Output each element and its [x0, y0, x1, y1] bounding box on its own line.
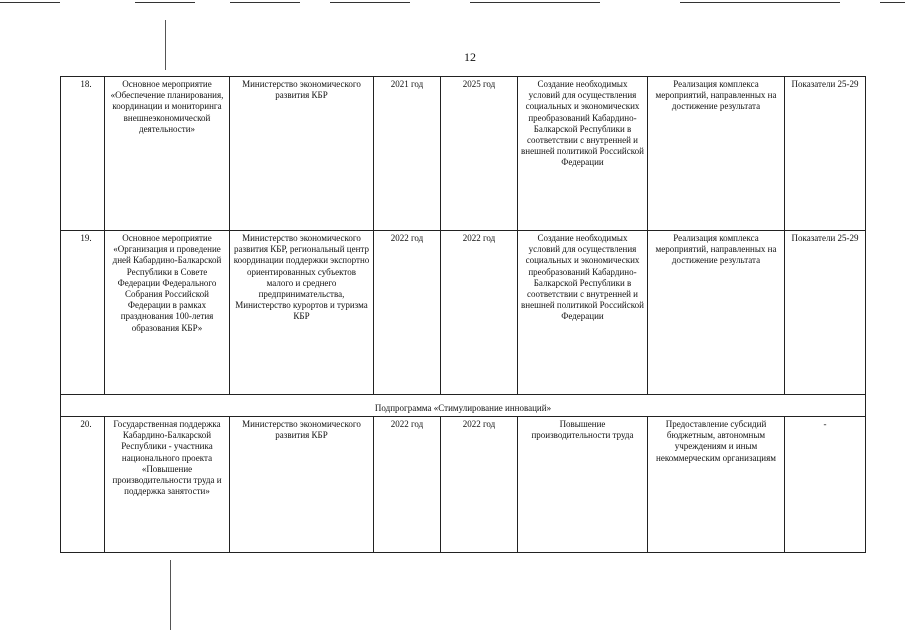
executor: Министерство экономического развития КБР	[230, 417, 374, 553]
indicators: -	[785, 417, 866, 553]
start-year: 2022 год	[374, 231, 441, 395]
scan-artifact-line	[230, 2, 300, 3]
page-number: 12	[464, 50, 476, 64]
subprogram-title: Подпрограмма «Стимулирование инноваций»	[61, 395, 866, 417]
purpose: Повышение производительности труда	[518, 417, 648, 553]
event-name: Основное мероприятие «Обеспечение планирования, координации и мониторинга внешнеэкономической деятельности»	[105, 77, 230, 231]
end-year: 2022 год	[441, 231, 518, 395]
executor: Министерство экономического развития КБР	[230, 77, 374, 231]
expected-result: Реализация комплекса мероприятий, направленных на достижение результата	[648, 77, 785, 231]
end-year: 2022 год	[441, 417, 518, 553]
end-year: 2025 год	[441, 77, 518, 231]
scan-artifact-line	[880, 2, 905, 3]
purpose: Создание необходимых условий для осуществления социальных и экономических преобразований Кабардино-Балкарской Республики в соответствии с внутренней и внешней политикой Российской Федерации	[518, 231, 648, 395]
expected-result: Реализация комплекса мероприятий, направленных на достижение результата	[648, 231, 785, 395]
subprogram-row	[61, 395, 866, 417]
purpose: Создание необходимых условий для осуществления социальных и экономических преобразований Кабардино-Балкарской Республики в соответствии с внутренней и внешней политикой Российской Федерации	[518, 77, 648, 231]
table-row	[61, 231, 866, 395]
table-row	[61, 417, 866, 553]
event-name: Основное мероприятие «Организация и проведение дней Кабардино-Балкарской Республики в Совете Федерации Федерального Собрания Российской Федерации в рамках празднования 100-летия образования КБР»	[105, 231, 230, 395]
indicators: Показатели 25-29	[785, 77, 866, 231]
table-row	[61, 77, 866, 231]
scan-artifact-line	[330, 2, 410, 3]
scan-artifact-line	[135, 2, 195, 3]
executor: Министерство экономического развития КБР, региональный центр координации поддержки экспортно ориентированных субъектов малого и среднего предпринимательства, Министерство курортов и туризма КБР	[230, 231, 374, 395]
events-table	[60, 76, 866, 553]
scan-artifact-line	[470, 2, 600, 3]
event-name: Государственная поддержка Кабардино-Балкарской Республики - участника национального проекта «Повышение производительности труда и поддержка занятости»	[105, 417, 230, 553]
row-number: 20.	[61, 417, 105, 553]
indicators: Показатели 25-29	[785, 231, 866, 395]
scan-artifact-line	[680, 2, 840, 3]
start-year: 2021 год	[374, 77, 441, 231]
start-year: 2022 год	[374, 417, 441, 553]
row-number: 19.	[61, 231, 105, 395]
expected-result: Предоставление субсидий бюджетным, автономным учреждениям и иным некоммерческим организациям	[648, 417, 785, 553]
scan-artifact-vertical	[170, 560, 171, 630]
scan-artifact-line	[0, 2, 60, 3]
row-number: 18.	[61, 77, 105, 231]
